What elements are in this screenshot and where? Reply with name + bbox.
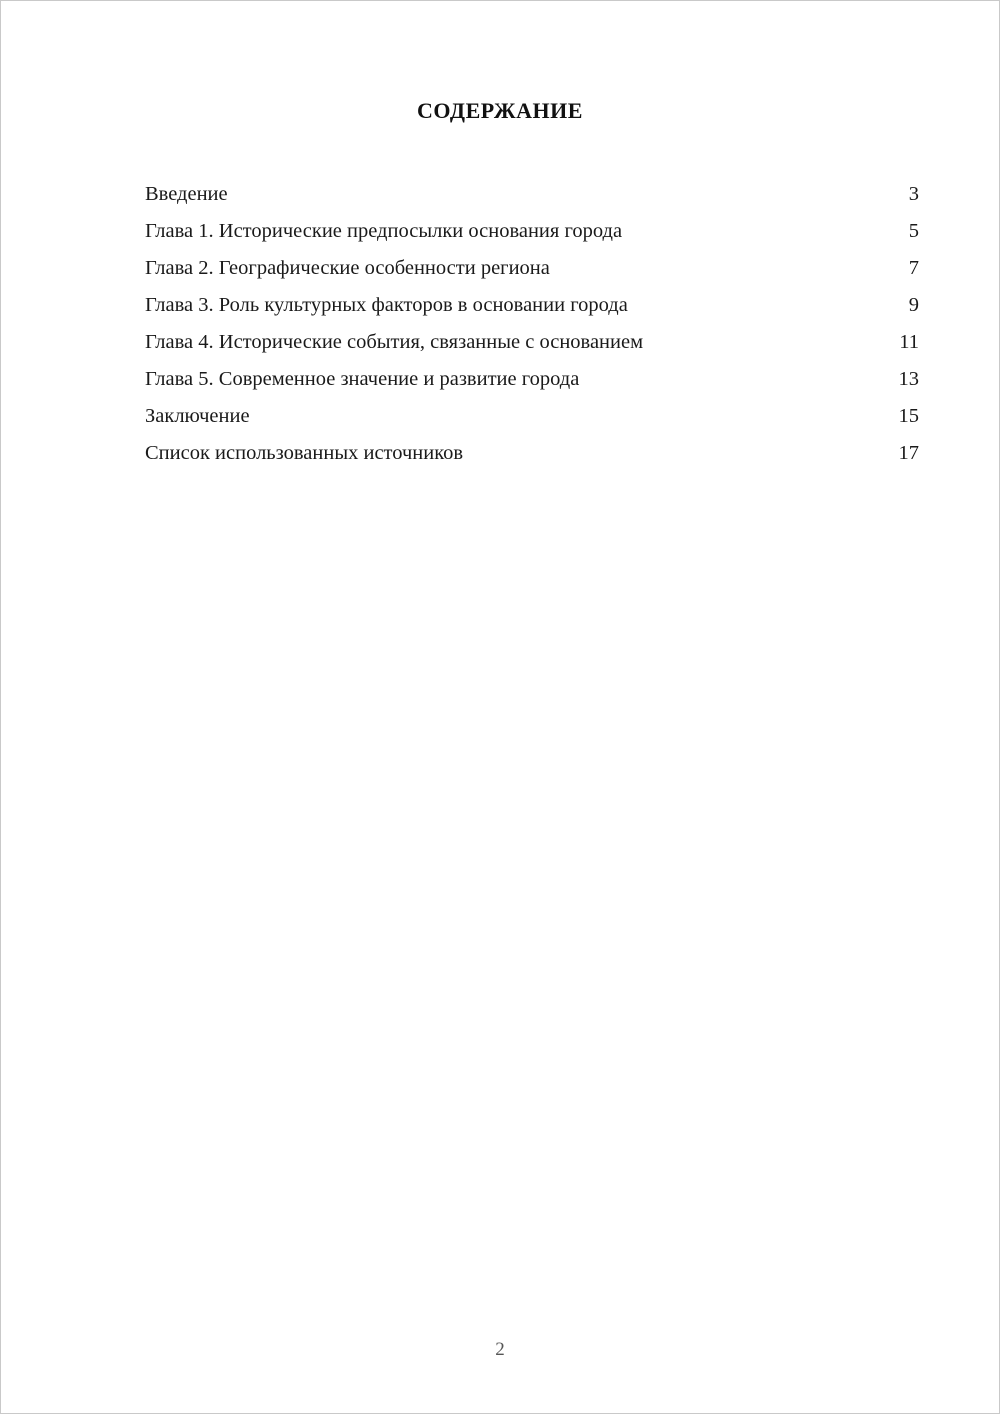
toc-entry-label: Список использованных источников bbox=[145, 442, 464, 464]
toc-entry-page: 11 bbox=[899, 331, 919, 353]
toc-list bbox=[145, 176, 919, 472]
toc-entry-page: 15 bbox=[898, 405, 919, 427]
toc-title: СОДЕРЖАНИЕ bbox=[417, 98, 583, 123]
toc-entry-label: Глава 1. Исторические предпосылки основания города bbox=[145, 220, 623, 242]
toc-entry bbox=[145, 324, 919, 361]
toc-entry-label: Глава 3. Роль культурных факторов в основании города bbox=[145, 294, 628, 316]
toc-entry bbox=[145, 213, 919, 250]
toc-entry-page: 7 bbox=[908, 257, 919, 279]
toc-entry-label: Глава 5. Современное значение и развитие города bbox=[145, 368, 580, 390]
toc-entry-page: 17 bbox=[898, 442, 919, 464]
toc-entry bbox=[145, 398, 919, 435]
toc-entry-label: Введение bbox=[145, 183, 228, 205]
toc-entry-label: Глава 4. Исторические события, связанные с основанием bbox=[145, 331, 644, 353]
toc-entry bbox=[145, 361, 919, 398]
toc-entry bbox=[145, 250, 919, 287]
toc-entry-page: 3 bbox=[908, 183, 919, 205]
toc-entry-page: 13 bbox=[898, 368, 919, 390]
toc-entry bbox=[145, 435, 919, 472]
toc-entry bbox=[145, 287, 919, 324]
toc-entry-page: 5 bbox=[908, 220, 919, 242]
toc-entry bbox=[145, 176, 919, 213]
toc-entry-label: Глава 2. Географические особенности региона bbox=[145, 257, 550, 279]
toc-entry-label: Заключение bbox=[145, 405, 250, 427]
toc-entry-page: 9 bbox=[908, 294, 919, 316]
page-number: 2 bbox=[495, 1339, 505, 1360]
